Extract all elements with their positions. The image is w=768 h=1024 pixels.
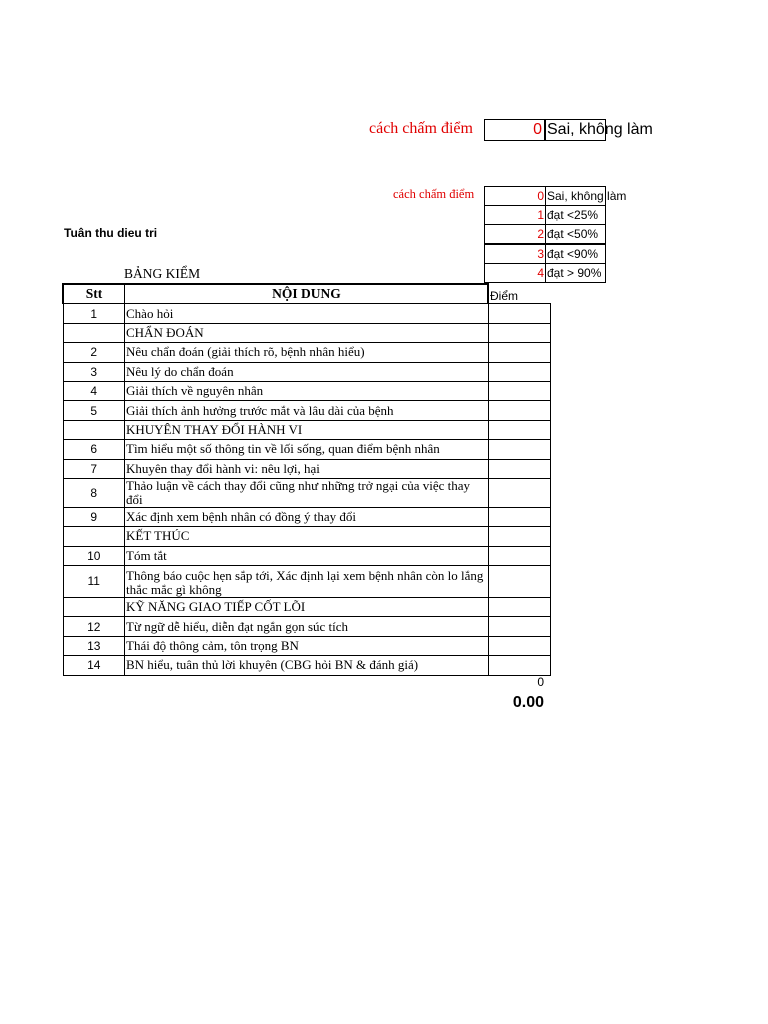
row-stt-cell[interactable] xyxy=(63,420,125,439)
row-content-cell[interactable]: Tìm hiểu một số thông tin về lối sống, quan điểm bệnh nhân xyxy=(125,440,489,459)
row-stt-cell[interactable]: 5 xyxy=(63,401,125,420)
row-content-cell[interactable]: Chào hỏi xyxy=(125,304,489,323)
row-score-cell[interactable] xyxy=(488,323,550,342)
row-stt-cell[interactable]: 2 xyxy=(63,343,125,362)
legend-value-cell[interactable]: 2 xyxy=(484,224,546,244)
legend-value-cell[interactable]: 4 xyxy=(484,263,546,283)
row-stt-cell[interactable]: 8 xyxy=(63,478,125,507)
table-row xyxy=(63,527,550,546)
scoring-legend-label: cách chấm điểm xyxy=(393,187,475,201)
row-score-cell[interactable] xyxy=(488,527,550,546)
legend-value-cell[interactable]: 3 xyxy=(484,244,546,264)
row-stt-cell[interactable]: 13 xyxy=(63,636,125,655)
row-content-cell[interactable]: Khuyên thay đổi hành vi: nêu lợi, hại xyxy=(125,459,489,478)
table-row xyxy=(63,343,550,362)
row-score-cell[interactable] xyxy=(488,381,550,400)
row-score-cell[interactable] xyxy=(488,440,550,459)
table-row xyxy=(63,362,550,381)
row-stt-cell[interactable]: 9 xyxy=(63,507,125,526)
row-stt-cell[interactable]: 6 xyxy=(63,440,125,459)
table-row xyxy=(63,617,550,636)
row-content-cell[interactable]: Thái độ thông cảm, tôn trọng BN xyxy=(125,636,489,655)
row-stt-cell[interactable]: 12 xyxy=(63,617,125,636)
column-header-score: Điểm xyxy=(490,289,519,304)
table-row xyxy=(63,323,550,342)
row-score-cell[interactable] xyxy=(488,401,550,420)
row-score-cell[interactable] xyxy=(488,362,550,381)
row-content-cell[interactable]: Nêu lý do chẩn đoán xyxy=(125,362,489,381)
row-score-cell[interactable] xyxy=(488,636,550,655)
legend-value-cell[interactable]: 0 xyxy=(484,186,546,206)
legend-text-cell[interactable]: đạt <25% xyxy=(545,205,606,225)
row-content-cell[interactable]: Xác định xem bệnh nhân có đồng ý thay đổi xyxy=(125,507,489,526)
table-row xyxy=(63,636,550,655)
row-stt-cell[interactable]: 1 xyxy=(63,304,125,323)
table-row xyxy=(63,381,550,400)
legend-text-cell[interactable]: Sai, không làm xyxy=(545,186,606,206)
row-content-cell[interactable]: Tóm tắt xyxy=(125,546,489,565)
row-score-cell[interactable] xyxy=(488,304,550,323)
row-score-cell[interactable] xyxy=(488,617,550,636)
legend-text-cell[interactable]: đạt <50% xyxy=(545,224,606,244)
column-header-stt: Stt xyxy=(63,284,125,304)
table-row xyxy=(63,546,550,565)
row-stt-cell[interactable] xyxy=(63,323,125,342)
row-stt-cell[interactable]: 14 xyxy=(63,656,125,675)
row-stt-cell[interactable] xyxy=(63,598,125,617)
row-content-cell[interactable]: KHUYÊN THAY ĐỔI HÀNH VI xyxy=(125,420,489,439)
legend-value-cell[interactable]: 1 xyxy=(484,205,546,225)
column-header-content: NỘI DUNG xyxy=(125,284,489,304)
scoring-method-value-cell[interactable]: 0 xyxy=(484,119,545,141)
row-stt-cell[interactable] xyxy=(63,527,125,546)
row-content-cell[interactable]: KỸ NĂNG GIAO TIẾP CỐT LÕI xyxy=(125,598,489,617)
row-content-cell[interactable]: Thông báo cuộc hẹn sắp tới, Xác định lại xem bệnh nhân còn lo lắng thắc mắc gì không xyxy=(125,566,489,598)
row-content-cell[interactable]: Giải thích về nguyên nhân xyxy=(125,381,489,400)
row-content-cell[interactable]: KẾT THÚC xyxy=(125,527,489,546)
row-content-cell[interactable]: Giải thích ảnh hưởng trước mắt và lâu dài của bệnh xyxy=(125,401,489,420)
scoring-method-text-cell[interactable]: Sai, không làm xyxy=(545,119,606,141)
table-title: BẢNG KIỂM xyxy=(124,266,201,281)
row-stt-cell[interactable]: 4 xyxy=(63,381,125,400)
table-row xyxy=(63,459,550,478)
scoring-method-label: cách chấm điểm xyxy=(369,120,473,137)
row-score-cell[interactable] xyxy=(488,598,550,617)
table-row xyxy=(63,440,550,459)
row-content-cell[interactable]: Nêu chẩn đoán (giải thích rõ, bệnh nhân hiểu) xyxy=(125,343,489,362)
row-stt-cell[interactable]: 11 xyxy=(63,566,125,598)
legend-text-cell[interactable]: đạt <90% xyxy=(545,244,606,264)
table-row xyxy=(63,507,550,526)
row-content-cell[interactable]: Thảo luận về cách thay đổi cũng như những trở ngại của việc thay đổi xyxy=(125,478,489,507)
row-score-cell[interactable] xyxy=(488,507,550,526)
row-score-cell[interactable] xyxy=(488,656,550,675)
legend-text-cell[interactable]: đạt > 90% xyxy=(545,263,606,283)
checklist-table xyxy=(62,283,551,676)
row-score-cell[interactable] xyxy=(488,459,550,478)
table-row xyxy=(63,566,550,598)
row-score-cell[interactable] xyxy=(488,420,550,439)
row-stt-cell[interactable]: 10 xyxy=(63,546,125,565)
subtitle: Tuân thu dieu tri xyxy=(64,226,158,240)
row-stt-cell[interactable]: 7 xyxy=(63,459,125,478)
row-content-cell[interactable]: Từ ngữ dễ hiểu, diễn đạt ngắn gọn súc tích xyxy=(125,617,489,636)
header-row xyxy=(63,284,550,304)
table-row xyxy=(63,420,550,439)
table-row xyxy=(63,478,550,507)
row-score-cell[interactable] xyxy=(488,343,550,362)
row-score-cell[interactable] xyxy=(488,566,550,598)
table-row xyxy=(63,598,550,617)
total-raw-score: 0 xyxy=(537,675,544,689)
total-score: 0.00 xyxy=(512,694,544,711)
row-content-cell[interactable]: BN hiểu, tuân thủ lời khuyên (CBG hỏi BN & đánh giá) xyxy=(125,656,489,675)
table-row xyxy=(63,304,550,323)
row-score-cell[interactable] xyxy=(488,546,550,565)
row-content-cell[interactable]: CHẨN ĐOÁN xyxy=(125,323,489,342)
row-score-cell[interactable] xyxy=(488,478,550,507)
table-row xyxy=(63,401,550,420)
table-row xyxy=(63,656,550,675)
row-stt-cell[interactable]: 3 xyxy=(63,362,125,381)
